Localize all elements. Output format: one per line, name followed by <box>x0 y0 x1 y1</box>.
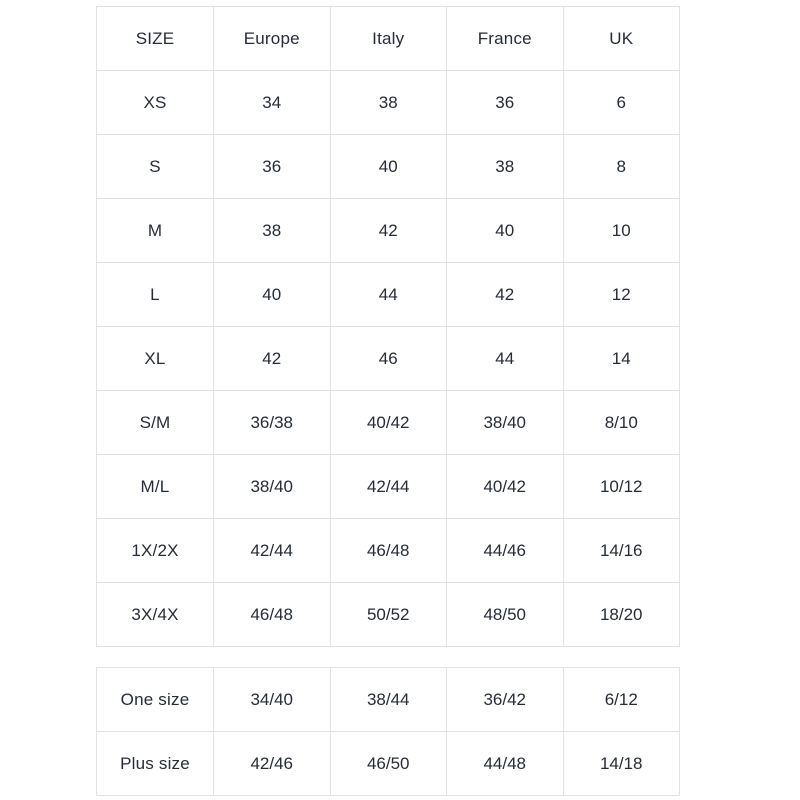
column-header-france: France <box>447 7 564 71</box>
cell-uk: 10/12 <box>563 455 680 519</box>
row-label: 3X/4X <box>97 583 214 647</box>
cell-europe: 42/44 <box>214 519 331 583</box>
cell-france: 36/42 <box>447 668 564 732</box>
cell-italy: 46/48 <box>330 519 447 583</box>
cell-france: 48/50 <box>447 583 564 647</box>
cell-uk: 8/10 <box>563 391 680 455</box>
cell-france: 44 <box>447 327 564 391</box>
cell-uk: 14/16 <box>563 519 680 583</box>
cell-france: 44/48 <box>447 732 564 796</box>
row-label: Plus size <box>97 732 214 796</box>
row-label: M <box>97 199 214 263</box>
table-row <box>97 263 680 327</box>
row-label: XL <box>97 327 214 391</box>
table-body <box>97 71 680 647</box>
row-label: L <box>97 263 214 327</box>
table-row <box>97 583 680 647</box>
cell-italy: 38 <box>330 71 447 135</box>
cell-uk: 8 <box>563 135 680 199</box>
cell-france: 38/40 <box>447 391 564 455</box>
cell-europe: 46/48 <box>214 583 331 647</box>
table-row <box>97 135 680 199</box>
cell-europe: 42/46 <box>214 732 331 796</box>
cell-france: 44/46 <box>447 519 564 583</box>
cell-france: 38 <box>447 135 564 199</box>
row-label: M/L <box>97 455 214 519</box>
table-row <box>97 519 680 583</box>
table-row <box>97 455 680 519</box>
table-row <box>97 199 680 263</box>
row-label: One size <box>97 668 214 732</box>
cell-uk: 10 <box>563 199 680 263</box>
row-label: XS <box>97 71 214 135</box>
cell-italy: 42/44 <box>330 455 447 519</box>
cell-italy: 44 <box>330 263 447 327</box>
column-header-italy: Italy <box>330 7 447 71</box>
cell-europe: 38/40 <box>214 455 331 519</box>
cell-italy: 50/52 <box>330 583 447 647</box>
column-header-size: SIZE <box>97 7 214 71</box>
cell-europe: 34/40 <box>214 668 331 732</box>
cell-europe: 42 <box>214 327 331 391</box>
cell-italy: 38/44 <box>330 668 447 732</box>
size-conversion-table <box>96 6 680 647</box>
table-header-row <box>97 7 680 71</box>
table-row <box>97 668 680 732</box>
cell-uk: 12 <box>563 263 680 327</box>
table-row <box>97 327 680 391</box>
row-label: 1X/2X <box>97 519 214 583</box>
column-header-uk: UK <box>563 7 680 71</box>
table-row <box>97 71 680 135</box>
cell-europe: 40 <box>214 263 331 327</box>
cell-uk: 14 <box>563 327 680 391</box>
cell-france: 40/42 <box>447 455 564 519</box>
table-header <box>97 7 680 71</box>
table-row <box>97 391 680 455</box>
cell-uk: 18/20 <box>563 583 680 647</box>
cell-france: 40 <box>447 199 564 263</box>
cell-uk: 6/12 <box>563 668 680 732</box>
cell-europe: 36 <box>214 135 331 199</box>
cell-europe: 34 <box>214 71 331 135</box>
cell-france: 42 <box>447 263 564 327</box>
size-conversion-table-container <box>96 6 679 647</box>
cell-italy: 40 <box>330 135 447 199</box>
one-size-conversion-table-container <box>96 667 679 796</box>
table-body <box>97 668 680 796</box>
row-label: S <box>97 135 214 199</box>
cell-italy: 46 <box>330 327 447 391</box>
cell-italy: 40/42 <box>330 391 447 455</box>
cell-italy: 46/50 <box>330 732 447 796</box>
cell-europe: 36/38 <box>214 391 331 455</box>
cell-europe: 38 <box>214 199 331 263</box>
cell-uk: 6 <box>563 71 680 135</box>
cell-italy: 42 <box>330 199 447 263</box>
cell-france: 36 <box>447 71 564 135</box>
cell-uk: 14/18 <box>563 732 680 796</box>
column-header-europe: Europe <box>214 7 331 71</box>
table-row <box>97 732 680 796</box>
row-label: S/M <box>97 391 214 455</box>
one-size-conversion-table <box>96 667 680 796</box>
